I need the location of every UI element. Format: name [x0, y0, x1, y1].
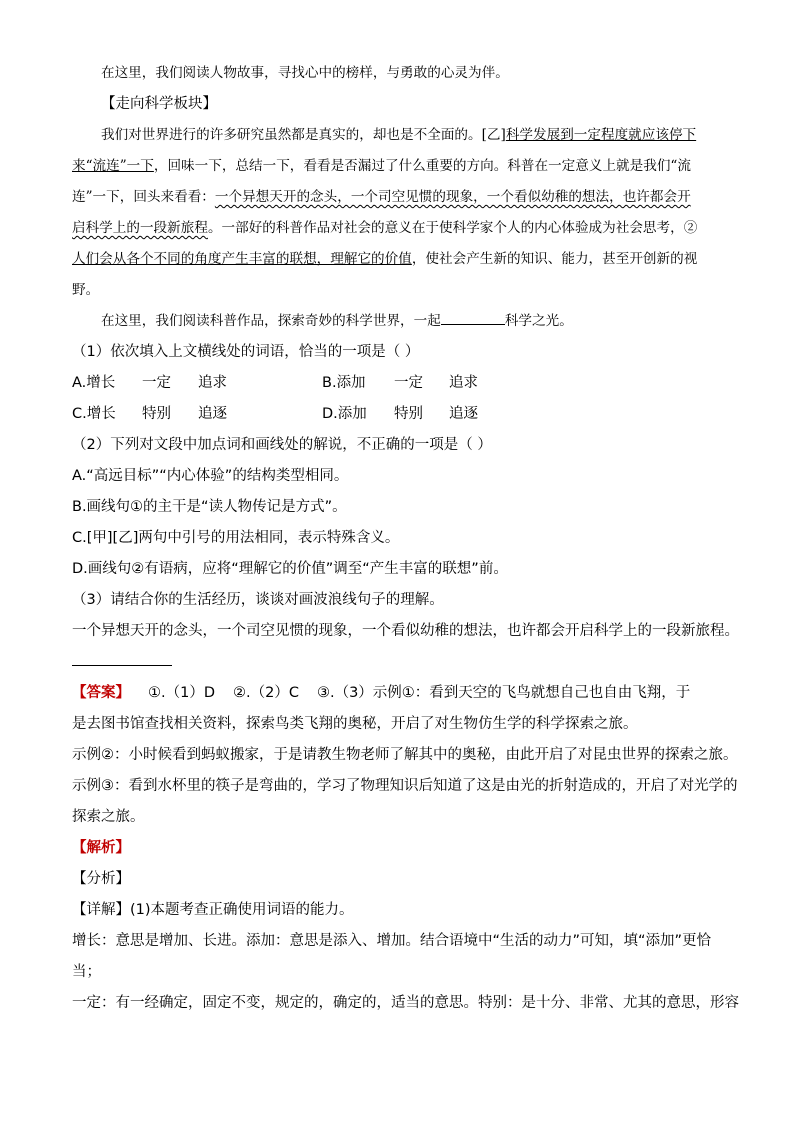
option-b: B.添加: [322, 375, 366, 391]
option-b: B.画线句①的主干是“读人物传记是方式”。: [72, 499, 347, 515]
detail-text: 增长：意思是增加、长进。添加：意思是添入、增加。结合语境中“生活的动力”可知，填“添加”更恰: [72, 933, 712, 949]
wavy-underlined-sentence: 启科学上的一段新旅程: [72, 220, 208, 236]
section-title: 【走向科学板块】: [101, 96, 217, 112]
passage-line: 人们会从各个不同的角度产生丰富的联想，理解它的价值，使社会产生新的知识、能力，甚至开创新的视: [72, 251, 698, 267]
passage-line: 在这里，我们阅读人物故事，寻找心中的榜样，与勇敢的心灵为伴。: [101, 65, 509, 81]
answer-line: 【答案】 ①.（1）D ②.（2）C ③.（3）示例①：看到天空的飞鸟就想自己也自由飞翔，于: [72, 685, 691, 701]
underlined-sentence: 来“流连”一下: [72, 158, 154, 174]
detail-text: 一定：有一经确定，固定不变，规定的，确定的，适当的意思。特别：是十分、非常、尤其的意思，形容: [72, 995, 739, 1011]
analysis-label: 【解析】: [72, 840, 130, 856]
analysis-subtitle: 【分析】: [72, 871, 130, 887]
detail-line: 【详解】(1)本题考查正确使用词语的能力。: [72, 902, 354, 918]
detail-text: 当；: [72, 964, 101, 980]
option-a: A.“高远目标”“内心体验”的结构类型相同。: [72, 468, 349, 484]
answer-text: 示例③：看到水杯里的筷子是弯曲的，学习了物理知识后知道了这是由光的折射造成的，开启了对光学的: [72, 778, 738, 794]
options-row-cd: C.增长 特别 追逐 D.添加 特别 追逐: [72, 399, 727, 430]
underlined-sentence: 科学发展到一定程度就应该停下: [505, 127, 697, 143]
answer-text: 探索之旅。: [72, 809, 145, 825]
option-c: C.增长: [72, 406, 116, 422]
document-page: [72, 58, 739, 1019]
passage-line: 启科学上的一段新旅程。一部好的科普作品对社会的意义在于使科学家个人的内心体验成为社会思考，②: [72, 220, 698, 236]
answer-text: 示例②：小时候看到蚂蚁搬家，于是请教生物老师了解其中的奥秘，由此开启了对昆虫世界的探索之旅。: [72, 747, 738, 763]
passage-line: 在这里，我们阅读科普作品，探索奇妙的科学世界，一起 科学之光。: [101, 313, 573, 329]
answer-text: 是去图书馆查找相关资料，探索鸟类飞翔的奥秘，开启了对生物仿生学的科学探索之旅。: [72, 716, 638, 732]
option-d: D.添加: [322, 406, 367, 422]
answer-label: 【答案】: [72, 685, 130, 701]
option-d: D.画线句②有语病，应将“理解它的价值”调至“产生丰富的联想”前。: [72, 561, 508, 577]
options-row-ab: A.增长 一定 追求 B.添加 一定 追求: [72, 368, 727, 399]
question-1: （1）依次填入上文横线处的词语，恰当的一项是（ ）: [72, 344, 420, 360]
passage-line: 来“流连”一下，回味一下，总结一下，看看是否漏过了什么重要的方向。科普在一定意义上就是我们“流: [72, 158, 691, 174]
passage-line: 连”一下，回头来看看：一个异想天开的念头，一个司空见惯的现象，一个看似幼稚的想法，也许都会开: [72, 189, 691, 205]
underlined-sentence: 人们会从各个不同的角度产生丰富的联想，理解它的价值: [72, 251, 412, 267]
separator-line: [72, 665, 172, 666]
option-c: C.[甲][乙]两句中引号的用法相同，表示特殊含义。: [72, 530, 400, 546]
passage-line: 野。: [72, 282, 100, 298]
passage-line: 我们对世界进行的许多研究虽然都是真实的，却也是不全面的。[乙]科学发展到一定程度就应该停下: [101, 127, 697, 143]
fill-blank: [441, 312, 505, 325]
option-a: A.增长: [72, 375, 116, 391]
question-3: （3）请结合你的生活经历，谈谈对画波浪线句子的理解。: [72, 592, 444, 608]
question-3-sentence: 一个异想天开的念头，一个司空见惯的现象，一个看似幼稚的想法，也许都会开启科学上的一段新旅程。: [72, 623, 739, 639]
question-2: （2）下列对文段中加点词和画线处的解说，不正确的一项是（ ）: [72, 437, 492, 453]
wavy-underlined-sentence: 一个异想天开的念头，一个司空见惯的现象，一个看似幼稚的想法，也许都会开: [214, 189, 691, 205]
